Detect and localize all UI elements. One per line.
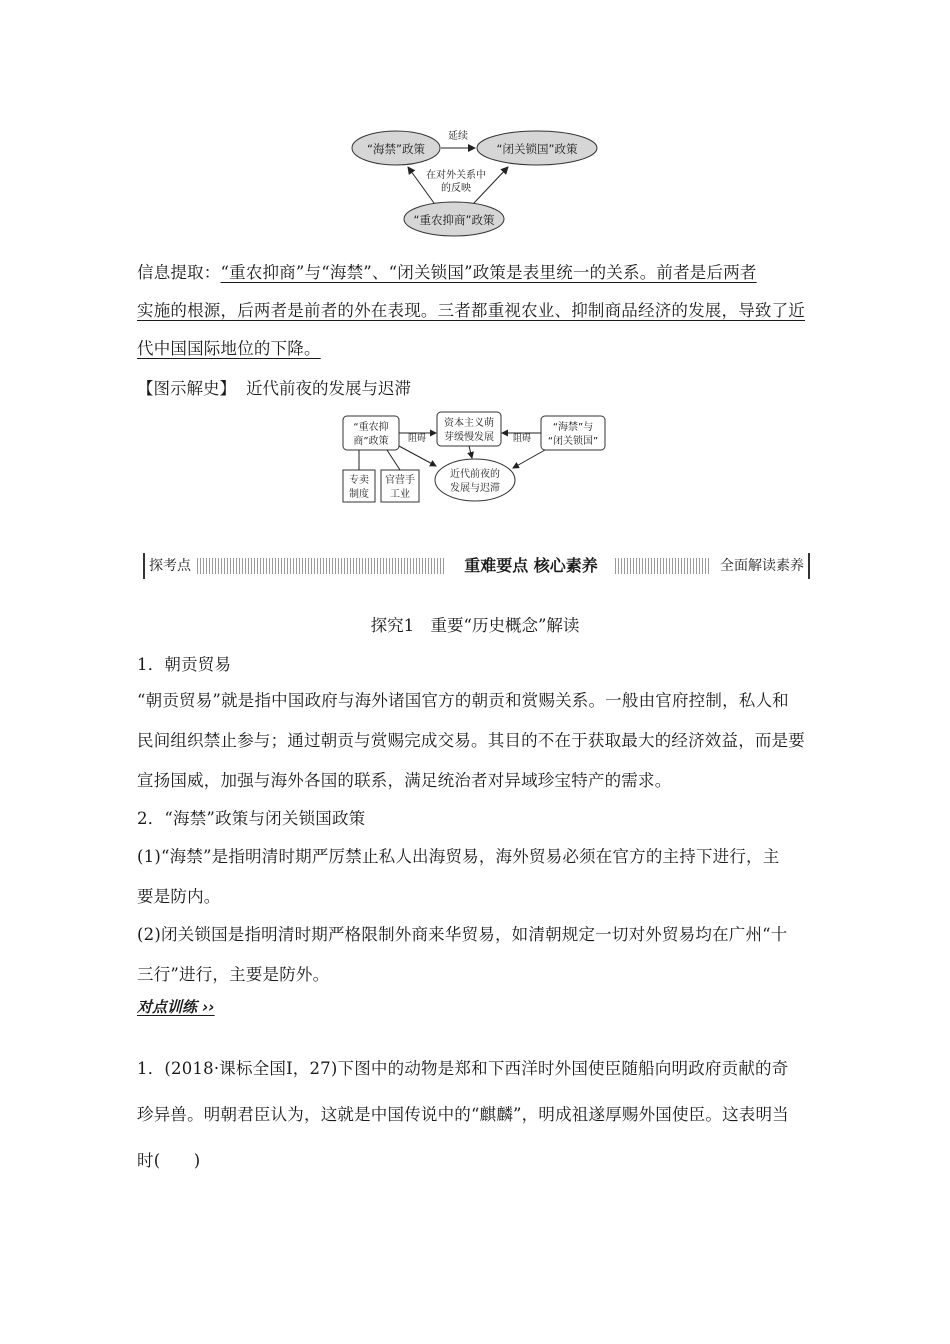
box-ziben-l1: 资本主义萌 — [444, 418, 494, 429]
info-line-1: “重农抑商”与“海禁”、“闭关锁国”政策是表里统一的关系。前者是后两者 — [220, 263, 757, 282]
item2-p2-line2: 三行”进行，主要是防外。 — [137, 965, 330, 984]
item2-p2-line1: (2)闭关锁国是指明清时期严格限制外商来华贸易，如清朝规定一切对外贸易均在广州“十 — [137, 925, 788, 944]
banner-hatch-left — [197, 558, 447, 574]
item1 — [137, 646, 813, 800]
item1-line-2: 民间组织禁止参与；通过朝贡与赏赐完成交易。其目的不在于获取最大的经济效益，而是要 — [137, 731, 805, 750]
section-title: 近代前夜的发展与迟滞 — [246, 379, 411, 398]
question1-line-2: 珍异兽。明朝君臣认为，这就是中国传说中的“麒麟”，明成祖遂厚赐外国使臣。这表明当 — [137, 1105, 789, 1124]
banner-left: 探考点 — [143, 553, 191, 579]
info-prefix: 信息提取： — [137, 263, 221, 282]
item1-heading: 1．朝贡贸易 — [137, 655, 232, 674]
box-haijin-l1: “海禁”与 — [552, 422, 594, 433]
edge-mid-label-2: 的反映 — [441, 183, 471, 194]
box-guanying-l1: 官营手 — [385, 475, 415, 486]
ellipse-l2: 发展与迟滞 — [450, 483, 500, 494]
box-zhuanmai-l2: 制度 — [349, 489, 369, 500]
info-line-3: 代中国国际地位的下降。 — [137, 339, 321, 358]
question1 — [137, 1046, 813, 1184]
haijin-label: “海禁”政策 — [367, 142, 425, 156]
label-zuai-right: 阻碍 — [512, 434, 532, 444]
info-extraction — [137, 254, 813, 368]
info-line-2: 实施的根源，后两者是前者的外在表现。三者都重视农业、抑制商品经济的发展，导致了近 — [137, 301, 805, 320]
item2-p1-line1: (1)“海禁”是指明清时期严厉禁止私人出海贸易，海外贸易必须在官方的主持下进行，主 — [137, 847, 780, 866]
section-heading — [137, 375, 411, 399]
box-haijin-l2: “闭关锁国” — [547, 436, 599, 447]
section-bracket: 【图示解史】 — [137, 379, 236, 398]
edge-mid-label-1: 在对外关系中 — [426, 170, 486, 181]
biguan-label: “闭关锁国”政策 — [496, 142, 578, 156]
item2-p1-line2: 要是防内。 — [137, 887, 221, 906]
banner-hatch-right — [615, 558, 709, 574]
box-zhongnong-l2: 商”政策 — [353, 436, 389, 447]
box-zhuanmai-l1: 专卖 — [349, 475, 369, 486]
edge-continue-label: 延续 — [448, 131, 468, 142]
box-guanying-l2: 工业 — [390, 489, 410, 500]
box-ziben-l2: 芽缓慢发展 — [444, 432, 494, 443]
banner-right: 全面解读素养 — [720, 553, 810, 579]
item2-heading: 2．“海禁”政策与闭关锁国政策 — [137, 809, 366, 828]
question1-line-1: 1．(2018·课标全国Ⅰ，27)下图中的动物是郑和下西洋时外国使臣随船向明政府贡献的奇 — [137, 1059, 789, 1078]
ellipse-result — [435, 459, 515, 501]
section-banner — [143, 553, 810, 579]
arrow-ziben-to-result — [469, 446, 472, 458]
zhongnong-label: “重农抑商”政策 — [413, 213, 495, 227]
banner-center: 重难要点 核心素养 — [446, 553, 616, 579]
item1-line-3: 宣扬国威，加强与海外各国的联系，满足统治者对异域珍宝特产的需求。 — [137, 771, 672, 790]
policy-relation-diagram — [350, 125, 600, 240]
item1-line-1: “朝贡贸易”就是指中国政府与海外诸国官方的朝贡和赏赐关系。一般由官府控制，私人和 — [137, 691, 789, 710]
item2 — [137, 800, 813, 994]
development-diagram — [335, 408, 610, 508]
explore-title: 探究1 重要“历史概念”解读 — [370, 616, 580, 635]
drill-label: 对点训练 ›› — [137, 998, 215, 1016]
arrow-zhongnong-to-result — [399, 446, 436, 466]
arrow-haijin-to-result — [513, 450, 545, 468]
label-zuai-left: 阻碍 — [407, 434, 427, 444]
line-to-guanying — [387, 450, 400, 470]
box-zhongnong-l1: “重农抑 — [353, 422, 389, 433]
ellipse-l1: 近代前夜的 — [450, 469, 500, 480]
question1-line-3: 时( ) — [137, 1151, 201, 1170]
